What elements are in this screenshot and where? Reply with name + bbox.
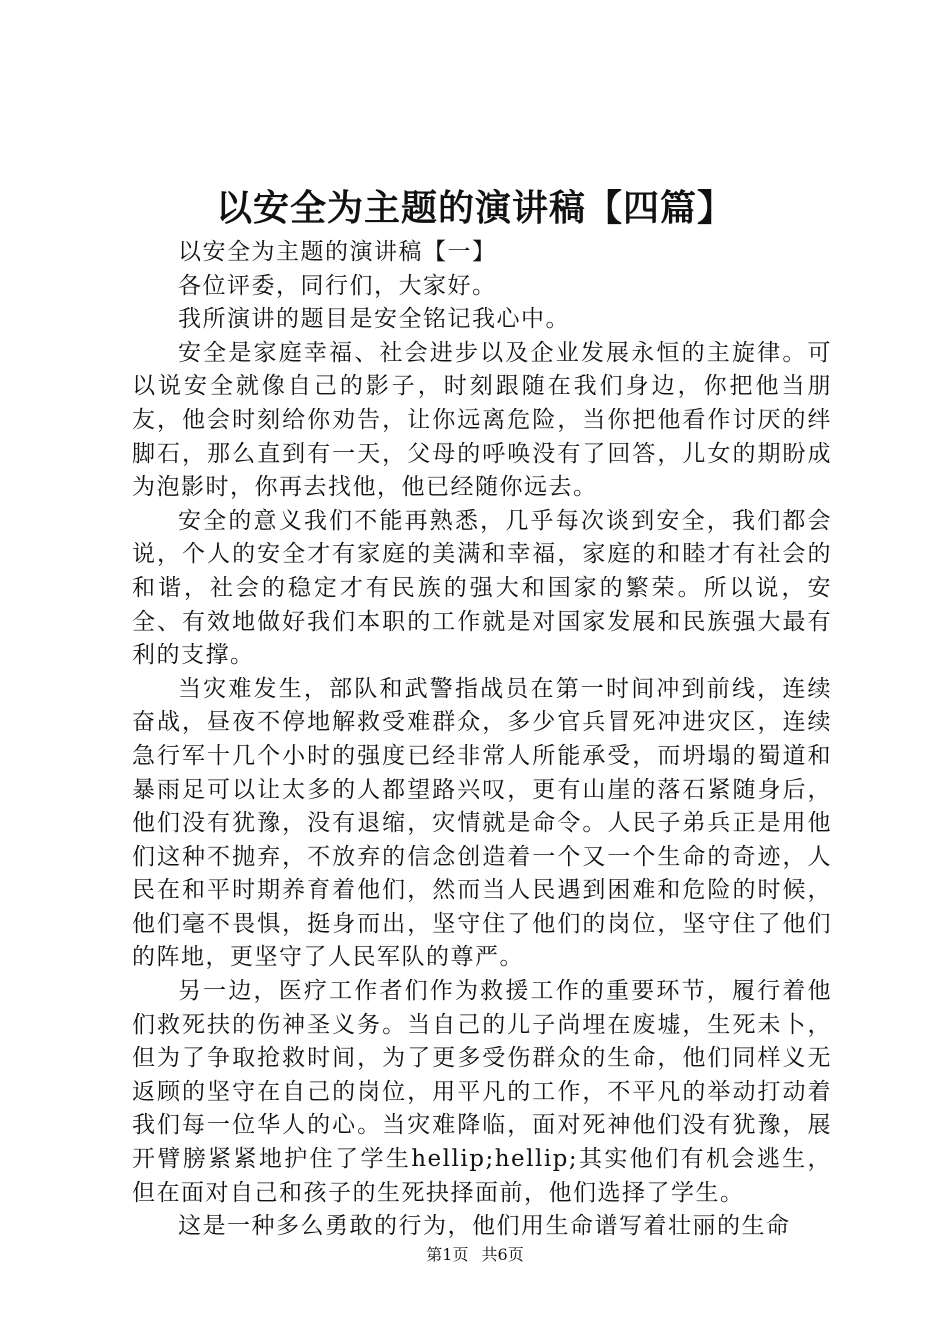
page-number: 第1页 [426,1245,469,1264]
document-title: 以安全为主题的演讲稿【四篇】 [215,187,734,229]
topic-paragraph: 我所演讲的题目是安全铭记我心中。 [178,306,570,333]
body-paragraph: 安全是家庭幸福、社会进步以及企业发展永恒的主旋律。可以说安全就像自己的影子，时刻跟随在我们身边，你把他当朋友，他会时刻给你劝告，让你远离危险，当你把他看作讨厌的绊脚石，那么直到有一天，父母的呼唤没有了回答，儿女的期盼成为泡影时，你再去找他，他已经随你远去。 [132,339,832,501]
body-paragraph: 这是一种多么勇敢的行为，他们用生命谱写着壮丽的生命 [178,1213,791,1240]
body-paragraph: 安全的意义我们不能再熟悉，几乎每次谈到安全，我们都会说，个人的安全才有家庭的美满和幸福，家庭的和睦才有社会的和谐，社会的稳定才有民族的强大和国家的繁荣。所以说，安全、有效地做好我们本职的工作就是对国家发展和民族强大最有利的支撑。 [132,507,832,669]
greeting-paragraph: 各位评委，同行们，大家好。 [178,272,497,299]
body-paragraph: 另一边，医疗工作者们作为救援工作的重要环节，履行着他们救死扶的伤神圣义务。当自己的儿子尚埋在废墟，生死未卜，但为了争取抢救时间，为了更多受伤群众的生命，他们同样义无返顾的坚守在自己的岗位，用平凡的工作，不平凡的举动打动着我们每一位华人的心。当灾难降临，面对死神他们没有犹豫，展开臂膀紧紧地护住了学生hellip;hellip;其实他们有机会逃生，但在面对自己和孩子的生死抉择面前，他们选择了学生。 [132,978,832,1206]
document-body [132,236,832,1244]
page-footer [0,1244,950,1266]
body-paragraph: 当灾难发生，部队和武警指战员在第一时间冲到前线，连续奋战，昼夜不停地解救受难群众，多少官兵冒死冲进灾区，连续急行军十几个小时的强度已经非常人所能承受，而坍塌的蜀道和暴雨足可以让太多的人都望路兴叹，更有山崖的落石紧随身后，他们没有犹豫，没有退缩，灾情就是命令。人民子弟兵正是用他们这种不抛弃，不放弃的信念创造着一个又一个生命的奇迹，人民在和平时期养育着他们，然而当人民遇到困难和危险的时候，他们毫不畏惧，挺身而出，坚守住了他们的岗位，坚守住了他们的阵地，更坚守了人民军队的尊严。 [132,675,832,971]
page-total: 共6页 [481,1245,524,1264]
subtitle-paragraph: 以安全为主题的演讲稿【一】 [178,239,497,265]
